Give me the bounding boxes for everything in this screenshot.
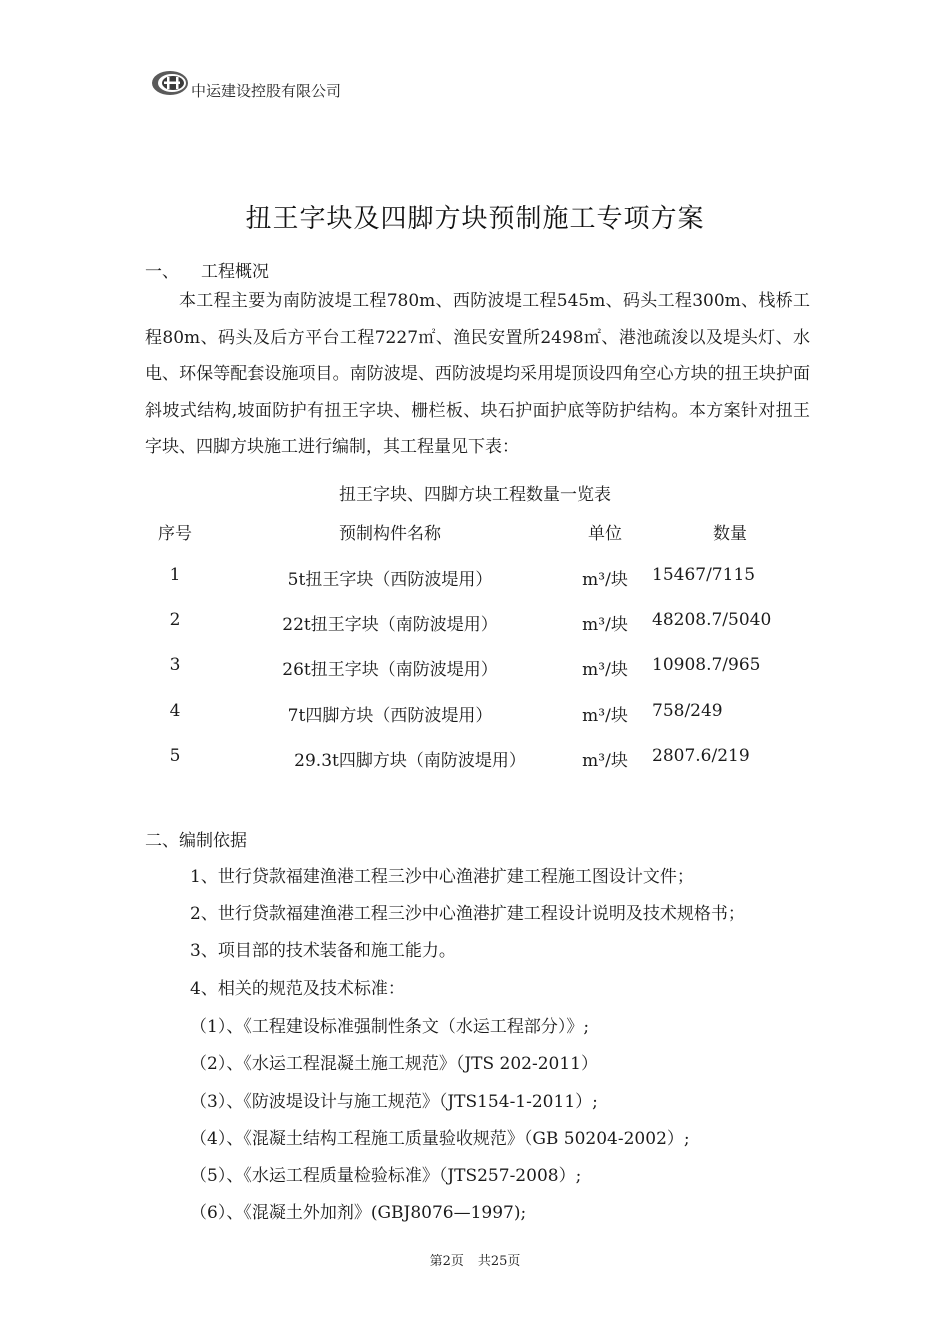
row-unit: m³/块 [582, 751, 628, 771]
row-index: 1 [169, 565, 181, 585]
list-item: （1）、《工程建设标准强制性条文（水运工程部分）》; [190, 1017, 590, 1037]
list-item: （2）、《水运工程混凝土施工规范》（JTS 202-2011） [190, 1054, 598, 1074]
row-quantity: 48208.7/5040 [652, 610, 772, 630]
list-item: （5）、《水运工程质量检验标准》（JTS257-2008）; [190, 1166, 582, 1186]
row-unit: m³/块 [582, 660, 628, 680]
list-item: （3）、《防波堤设计与施工规范》（JTS154-1-2011）; [190, 1092, 598, 1112]
list-item: （4）、《混凝土结构工程施工质量验收规范》（GB 50204-2002）; [190, 1129, 690, 1149]
page-total: 共25页 [477, 1254, 521, 1269]
list-item: 3、项目部的技术装备和施工能力。 [190, 941, 456, 961]
row-quantity: 15467/7115 [652, 565, 756, 585]
header-quantity: 数量 [713, 524, 747, 544]
row-index: 2 [169, 610, 181, 630]
row-quantity: 2807.6/219 [652, 746, 750, 766]
header-component-name: 预制构件名称 [339, 524, 441, 544]
table-title: 扭王字块、四脚方块工程数量一览表 [339, 485, 611, 505]
section1-number: 一、 [145, 262, 179, 282]
list-item: 4、相关的规范及技术标准： [190, 979, 405, 999]
row-index: 3 [169, 655, 181, 675]
row-component-name: 7t四脚方块（西防波堤用） [287, 706, 493, 726]
header-index: 序号 [158, 524, 192, 544]
row-unit: m³/块 [582, 570, 628, 590]
list-item: 2、世行贷款福建渔港工程三沙中心渔港扩建工程设计说明及技术规格书； [190, 904, 745, 924]
row-component-name: 5t扭王字块（西防波堤用） [287, 570, 493, 590]
list-item: 1、世行贷款福建渔港工程三沙中心渔港扩建工程施工图设计文件； [190, 867, 694, 887]
list-item: （6）、《混凝土外加剂》(GBJ8076—1997); [190, 1203, 527, 1223]
page-number: 第2页 [429, 1254, 464, 1269]
row-unit: m³/块 [582, 706, 628, 726]
document-title: 扭王字块及四脚方块预制施工专项方案 [245, 204, 705, 234]
project-overview-paragraph: 本工程主要为南防波堤工程780m、西防波堤工程545m、码头工程300m、栈桥工程80m、码头及后方平台工程7227㎡、渔民安置所2498㎡、港池疏浚以及堤头灯、水电、环保等配套设施项目。南防波堤、西防波堤均采用堤顶设四角空心方块的扭王块护面斜坡式结构,坡面防护有扭王字块、栅栏板、块石护面护底等防护结构。本方案针对扭王字块、四脚方块施工进行编制，其工程量见下表： [145, 291, 810, 457]
row-unit: m³/块 [582, 615, 628, 635]
row-component-name: 29.3t四脚方块（南防波堤用） [294, 751, 526, 771]
row-index: 5 [169, 746, 181, 766]
row-quantity: 758/249 [652, 701, 723, 721]
row-component-name: 22t扭王字块（南防波堤用） [282, 615, 498, 635]
row-index: 4 [169, 701, 181, 721]
section1-title: 工程概况 [201, 262, 269, 282]
company-name: 中运建设控股有限公司 [191, 82, 342, 100]
row-quantity: 10908.7/965 [652, 655, 761, 675]
company-logo [150, 68, 190, 98]
section1-heading [145, 257, 269, 282]
row-component-name: 26t扭王字块（南防波堤用） [282, 660, 498, 680]
header-unit: 单位 [588, 524, 622, 544]
section2-heading: 二、编制依据 [145, 831, 247, 851]
page-footer [0, 1250, 950, 1269]
